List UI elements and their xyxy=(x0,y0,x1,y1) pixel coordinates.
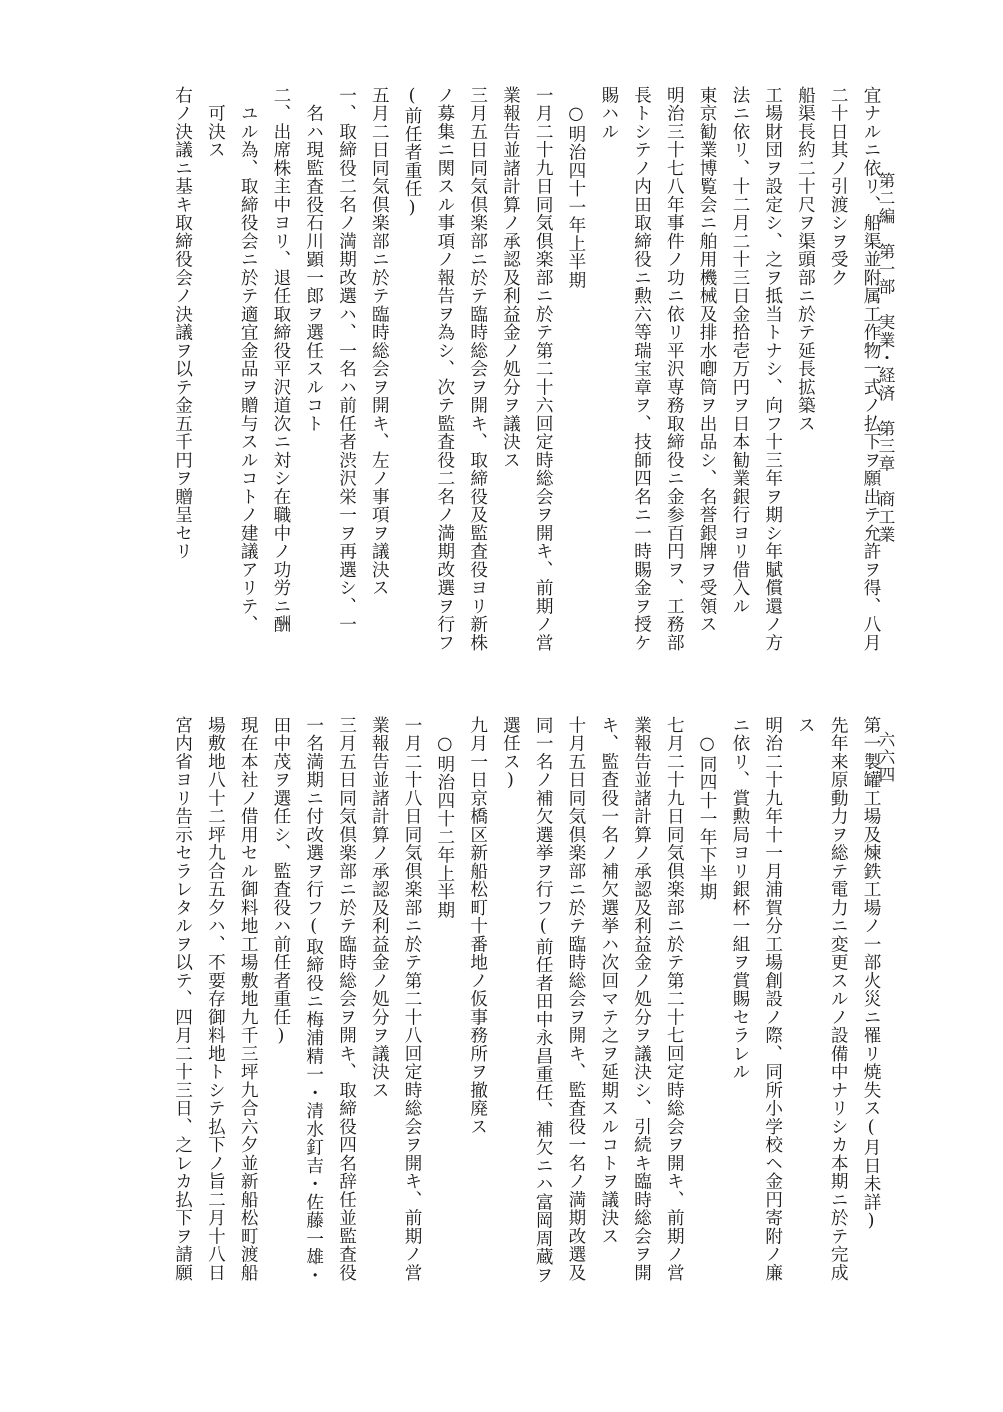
section-heading: ○明治四十二年上半期 xyxy=(434,716,455,920)
text-line: 先年来原動力ヲ総テ電力ニ変更スルノ設備中ナリシカ本期ニ於テ完成 xyxy=(828,716,849,1282)
text-line: 業報告並諸計算ノ承認及利益金ノ処分ヲ議決ス xyxy=(500,86,521,470)
text-line: 十月五日同気倶楽部ニ於テ臨時総会ヲ開キ、監査役一名ノ満期改選及 xyxy=(565,716,586,1282)
text-line: 場敷地八十二坪九合五夕ハ、不要存御料地トシテ払下ノ旨二月十八日 xyxy=(205,716,226,1282)
section-heading: ○明治四十一年上半期 xyxy=(565,86,586,290)
text-line: ユル為、取締役会ニ於テ適宜金品ヲ贈与スルコトノ建議アリテ、 xyxy=(238,86,259,634)
lower-text-block xyxy=(158,716,879,1336)
text-line: 可決ス xyxy=(205,86,226,159)
text-line: 現在本社ノ借用セル御料地工場敷地九千三坪九合六夕並新船松町渡船 xyxy=(238,716,259,1282)
page-number: 六六四 xyxy=(876,731,895,784)
text-line: 東京勧業博覧会ニ舶用機械及排水喞筒ヲ出品シ、名誉銀牌ヲ受領ス xyxy=(697,86,718,634)
text-line: 工場財団ヲ設定シ、之ヲ抵当トナシ、向フ十三年ヲ期シ年賦償還ノ方 xyxy=(762,86,783,652)
text-line: 明治二十九年十一月浦賀分工場創設ノ際、同所小学校ヘ金円寄附ノ廉 xyxy=(762,716,783,1282)
text-line: 五月二日同気倶楽部ニ於テ臨時総会ヲ開キ、左ノ事項ヲ議決ス xyxy=(369,86,390,597)
text-line: 法ニ依リ、十二月二十三日金拾壱万円ヲ日本勧業銀行ヨリ借入ル xyxy=(729,86,750,616)
text-line: 一、取締役二名ノ満期改選ハ、一名ハ前任者渋沢栄一ヲ再選シ、一 xyxy=(336,86,357,634)
text-line: 明治三十七八年事件ノ功ニ依リ平沢専務取締役ニ金参百円ヲ、工務部 xyxy=(664,86,685,652)
text-line: ノ募集ニ関スル事項ノ報告ヲ為シ、次テ監査役二名ノ満期改選ヲ行フ xyxy=(434,86,455,652)
text-line: 長トシテノ内田取締役ニ勲六等瑞宝章ヲ、技師四名ニ一時賜金ヲ授ケ xyxy=(631,86,652,652)
text-line: 田中茂ヲ選任シ、監査役ハ前任者重任) xyxy=(270,716,291,1047)
text-line: 三月五日同気倶楽部ニ於テ臨時総会ヲ開キ、取締役四名辞任並監査役 xyxy=(336,716,357,1282)
text-line: 二、出席株主中ヨリ、退任取締役平沢道次ニ対シ在職中ノ功労ニ酬 xyxy=(270,86,291,634)
text-line: 同一名ノ補欠選挙ヲ行フ(前任者田中永昌重任、補欠ニハ富岡周蔵ヲ xyxy=(533,716,554,1285)
text-line: 業報告並諸計算ノ承認及利益金ノ処分ヲ議決ス xyxy=(369,716,390,1100)
text-line: 業報告並諸計算ノ承認及利益金ノ処分ヲ議決シ、引続キ臨時総会ヲ開 xyxy=(631,716,652,1282)
text-line: 賜ハル xyxy=(598,86,619,141)
text-line: 一月二十八日同気倶楽部ニ於テ第二十八回定時総会ヲ開キ、前期ノ営 xyxy=(402,716,423,1282)
text-line: 宜ナルニ依リ、船渠並附属工作物一式ノ払下ヲ願出テ允許ヲ得、八月 xyxy=(861,86,881,652)
text-line: キ、監査役一名ノ補欠選挙ハ次回マテ之ヲ延期スルコトヲ議決ス xyxy=(598,716,619,1246)
text-line: 七月二十九日同気倶楽部ニ於テ第二十七回定時総会ヲ開キ、前期ノ営 xyxy=(664,716,685,1282)
text-line: 宮内省ヨリ告示セラレタルヲ以テ、四月二十三日、之レカ払下ヲ請願 xyxy=(172,716,193,1282)
text-line: 名ハ現監査役石川顕一郎ヲ選任スルコト xyxy=(303,86,324,433)
text-line: 船渠長約二十尺ヲ渠頭部ニ於テ延長拡築ス xyxy=(795,86,816,433)
upper-text-block xyxy=(158,86,879,678)
text-line: 二十日其ノ引渡シヲ受ク xyxy=(828,86,849,287)
text-line: ス xyxy=(795,716,816,735)
text-line: 九月一日京橋区新船松町十番地ノ仮事務所ヲ撤廃ス xyxy=(467,716,488,1136)
text-line: 一名満期ニ付改選ヲ行フ(取締役ニ梅浦精一・清水釘吉・佐藤一雄・ xyxy=(303,716,324,1285)
text-line: 選任ス) xyxy=(500,716,521,792)
text-line: 一月二十九日同気倶楽部ニ於テ第二十六回定時総会ヲ開キ、前期ノ営 xyxy=(533,86,554,652)
text-line: 第一製罐工場及煉鉄工場ノ一部火災ニ罹リ焼失ス(月日未詳) xyxy=(861,716,881,1232)
text-line: (前任者重任) xyxy=(402,86,423,219)
text-line: 右ノ決議ニ基キ取締役会ノ決議ヲ以テ金五千円ヲ贈呈セリ xyxy=(172,86,193,561)
text-line: ニ依リ、賞勲局ヨリ銀杯一組ヲ賞賜セラレル xyxy=(729,716,750,1081)
text-line: 三月五日同気倶楽部ニ於テ臨時総会ヲ開キ、取締役及監査役ヨリ新株 xyxy=(467,86,488,652)
running-head: 第二編 第一部 実業・経済 第三章 商工業 xyxy=(876,172,895,544)
section-heading: ○同四十一年下半期 xyxy=(697,716,718,901)
